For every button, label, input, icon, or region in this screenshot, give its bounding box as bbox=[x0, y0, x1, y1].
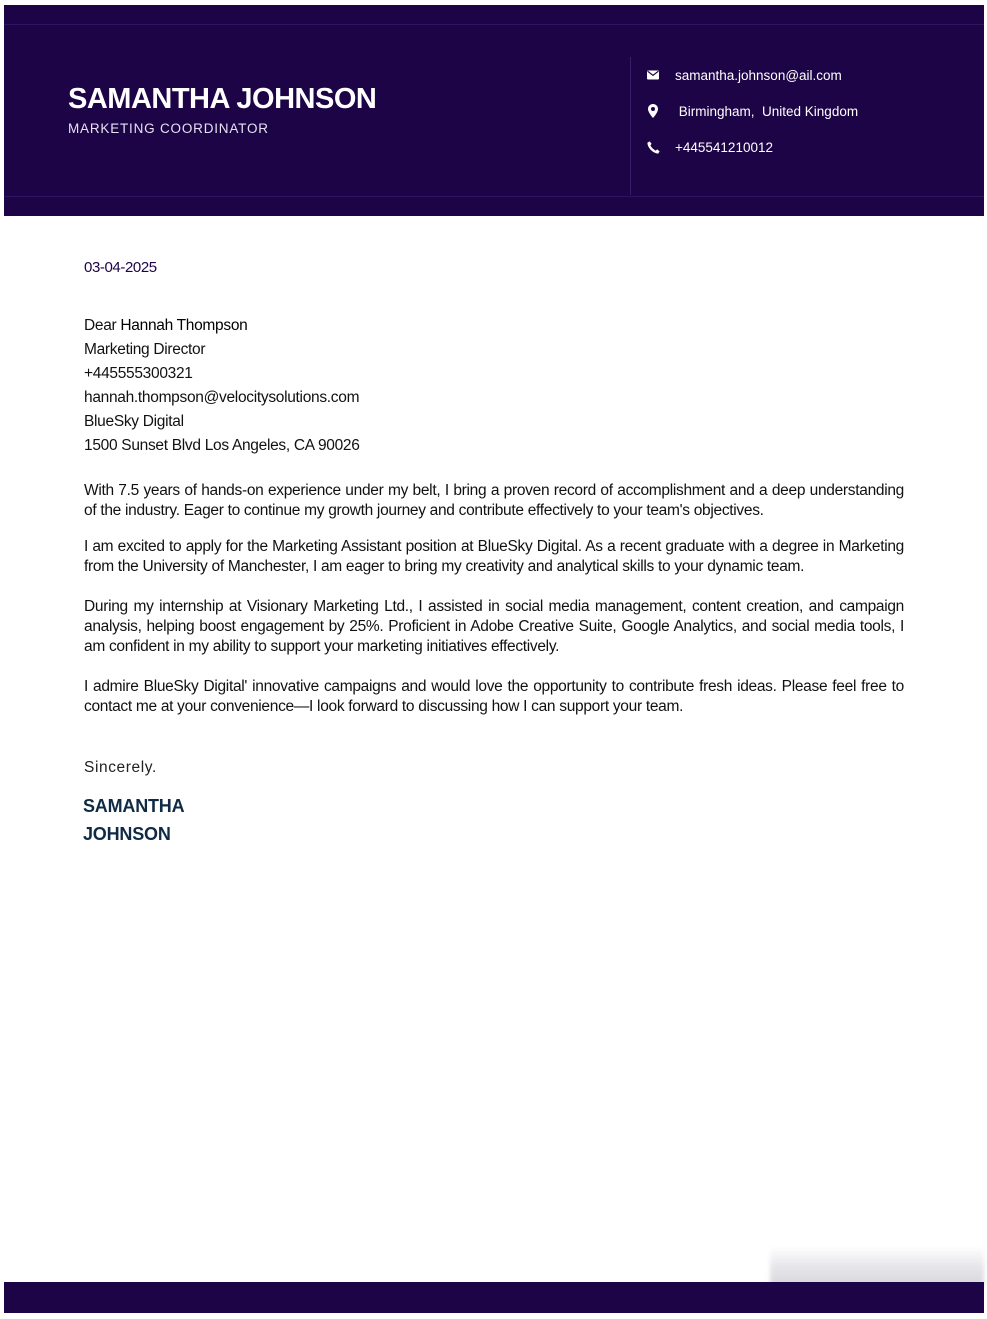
recipient-phone: +445555300321 bbox=[84, 365, 193, 382]
contact-location bbox=[644, 103, 858, 119]
footer-bar bbox=[4, 1282, 984, 1313]
recipient-address: 1500 Sunset Blvd Los Angeles, CA 90026 bbox=[84, 437, 360, 454]
location-pin-icon bbox=[644, 103, 662, 119]
salutation: Dear bbox=[84, 317, 121, 334]
recipient-email: hannah.thompson@velocitysolutions.com bbox=[84, 389, 360, 406]
signature-first-name: SAMANTHA bbox=[83, 796, 185, 816]
salutation-line bbox=[84, 314, 360, 338]
recipient-block bbox=[84, 314, 360, 458]
recipient-title: Marketing Director bbox=[84, 341, 206, 358]
header-top-rule bbox=[4, 24, 984, 25]
body-paragraph: I admire BlueSky Digital' innovative campaigns and would love the opportunity to contribute fresh ideas. Please feel free to contact me at your convenience—I look forward to discussing how I can support your team. bbox=[84, 678, 904, 715]
body-paragraph: I am excited to apply for the Marketing Assistant position at BlueSky Digital. As a recent graduate with a degree in Marketing from the University of Manchester, I am eager to bring my creativity and analytical skills to your dynamic team. bbox=[84, 538, 904, 575]
letter-date: 03-04-2025 bbox=[84, 259, 157, 276]
recipient-name: Hannah Thompson bbox=[120, 317, 248, 334]
signature-last-name: JOHNSON bbox=[83, 824, 171, 844]
blurred-watermark bbox=[770, 1246, 984, 1286]
signature bbox=[83, 792, 184, 848]
header-vertical-divider bbox=[630, 57, 631, 195]
contact-phone-text: +445541210012 bbox=[675, 139, 773, 155]
envelope-icon bbox=[644, 67, 662, 83]
contact-email bbox=[644, 67, 842, 83]
phone-icon bbox=[644, 139, 662, 155]
closing: Sincerely. bbox=[84, 759, 157, 776]
letterhead-header bbox=[4, 5, 984, 216]
sender-role: MARKETING COORDINATOR bbox=[68, 121, 269, 136]
contact-phone bbox=[644, 139, 773, 155]
body-paragraph: With 7.5 years of hands-on experience under my belt, I bring a proven record of accomplishment and a deep understanding of the industry. Eager to continue my growth journey and contribute effectively to your team's objectives. bbox=[84, 482, 904, 519]
recipient-company: BlueSky Digital bbox=[84, 413, 184, 430]
contact-email-text: samantha.johnson@ail.com bbox=[675, 67, 842, 83]
header-bottom-rule bbox=[4, 196, 984, 197]
sender-name: SAMANTHA JOHNSON bbox=[68, 83, 377, 115]
body-paragraph: During my internship at Visionary Marketing Ltd., I assisted in social media management, content creation, and campaign analysis, helping boost engagement by 25%. Proficient in Adobe Creative Suite, Google Analytics, and social media tools, I am confident in my ability to support your marketing initiatives effectively. bbox=[84, 598, 904, 655]
contact-location-text: Birmingham, United Kingdom bbox=[675, 103, 859, 119]
